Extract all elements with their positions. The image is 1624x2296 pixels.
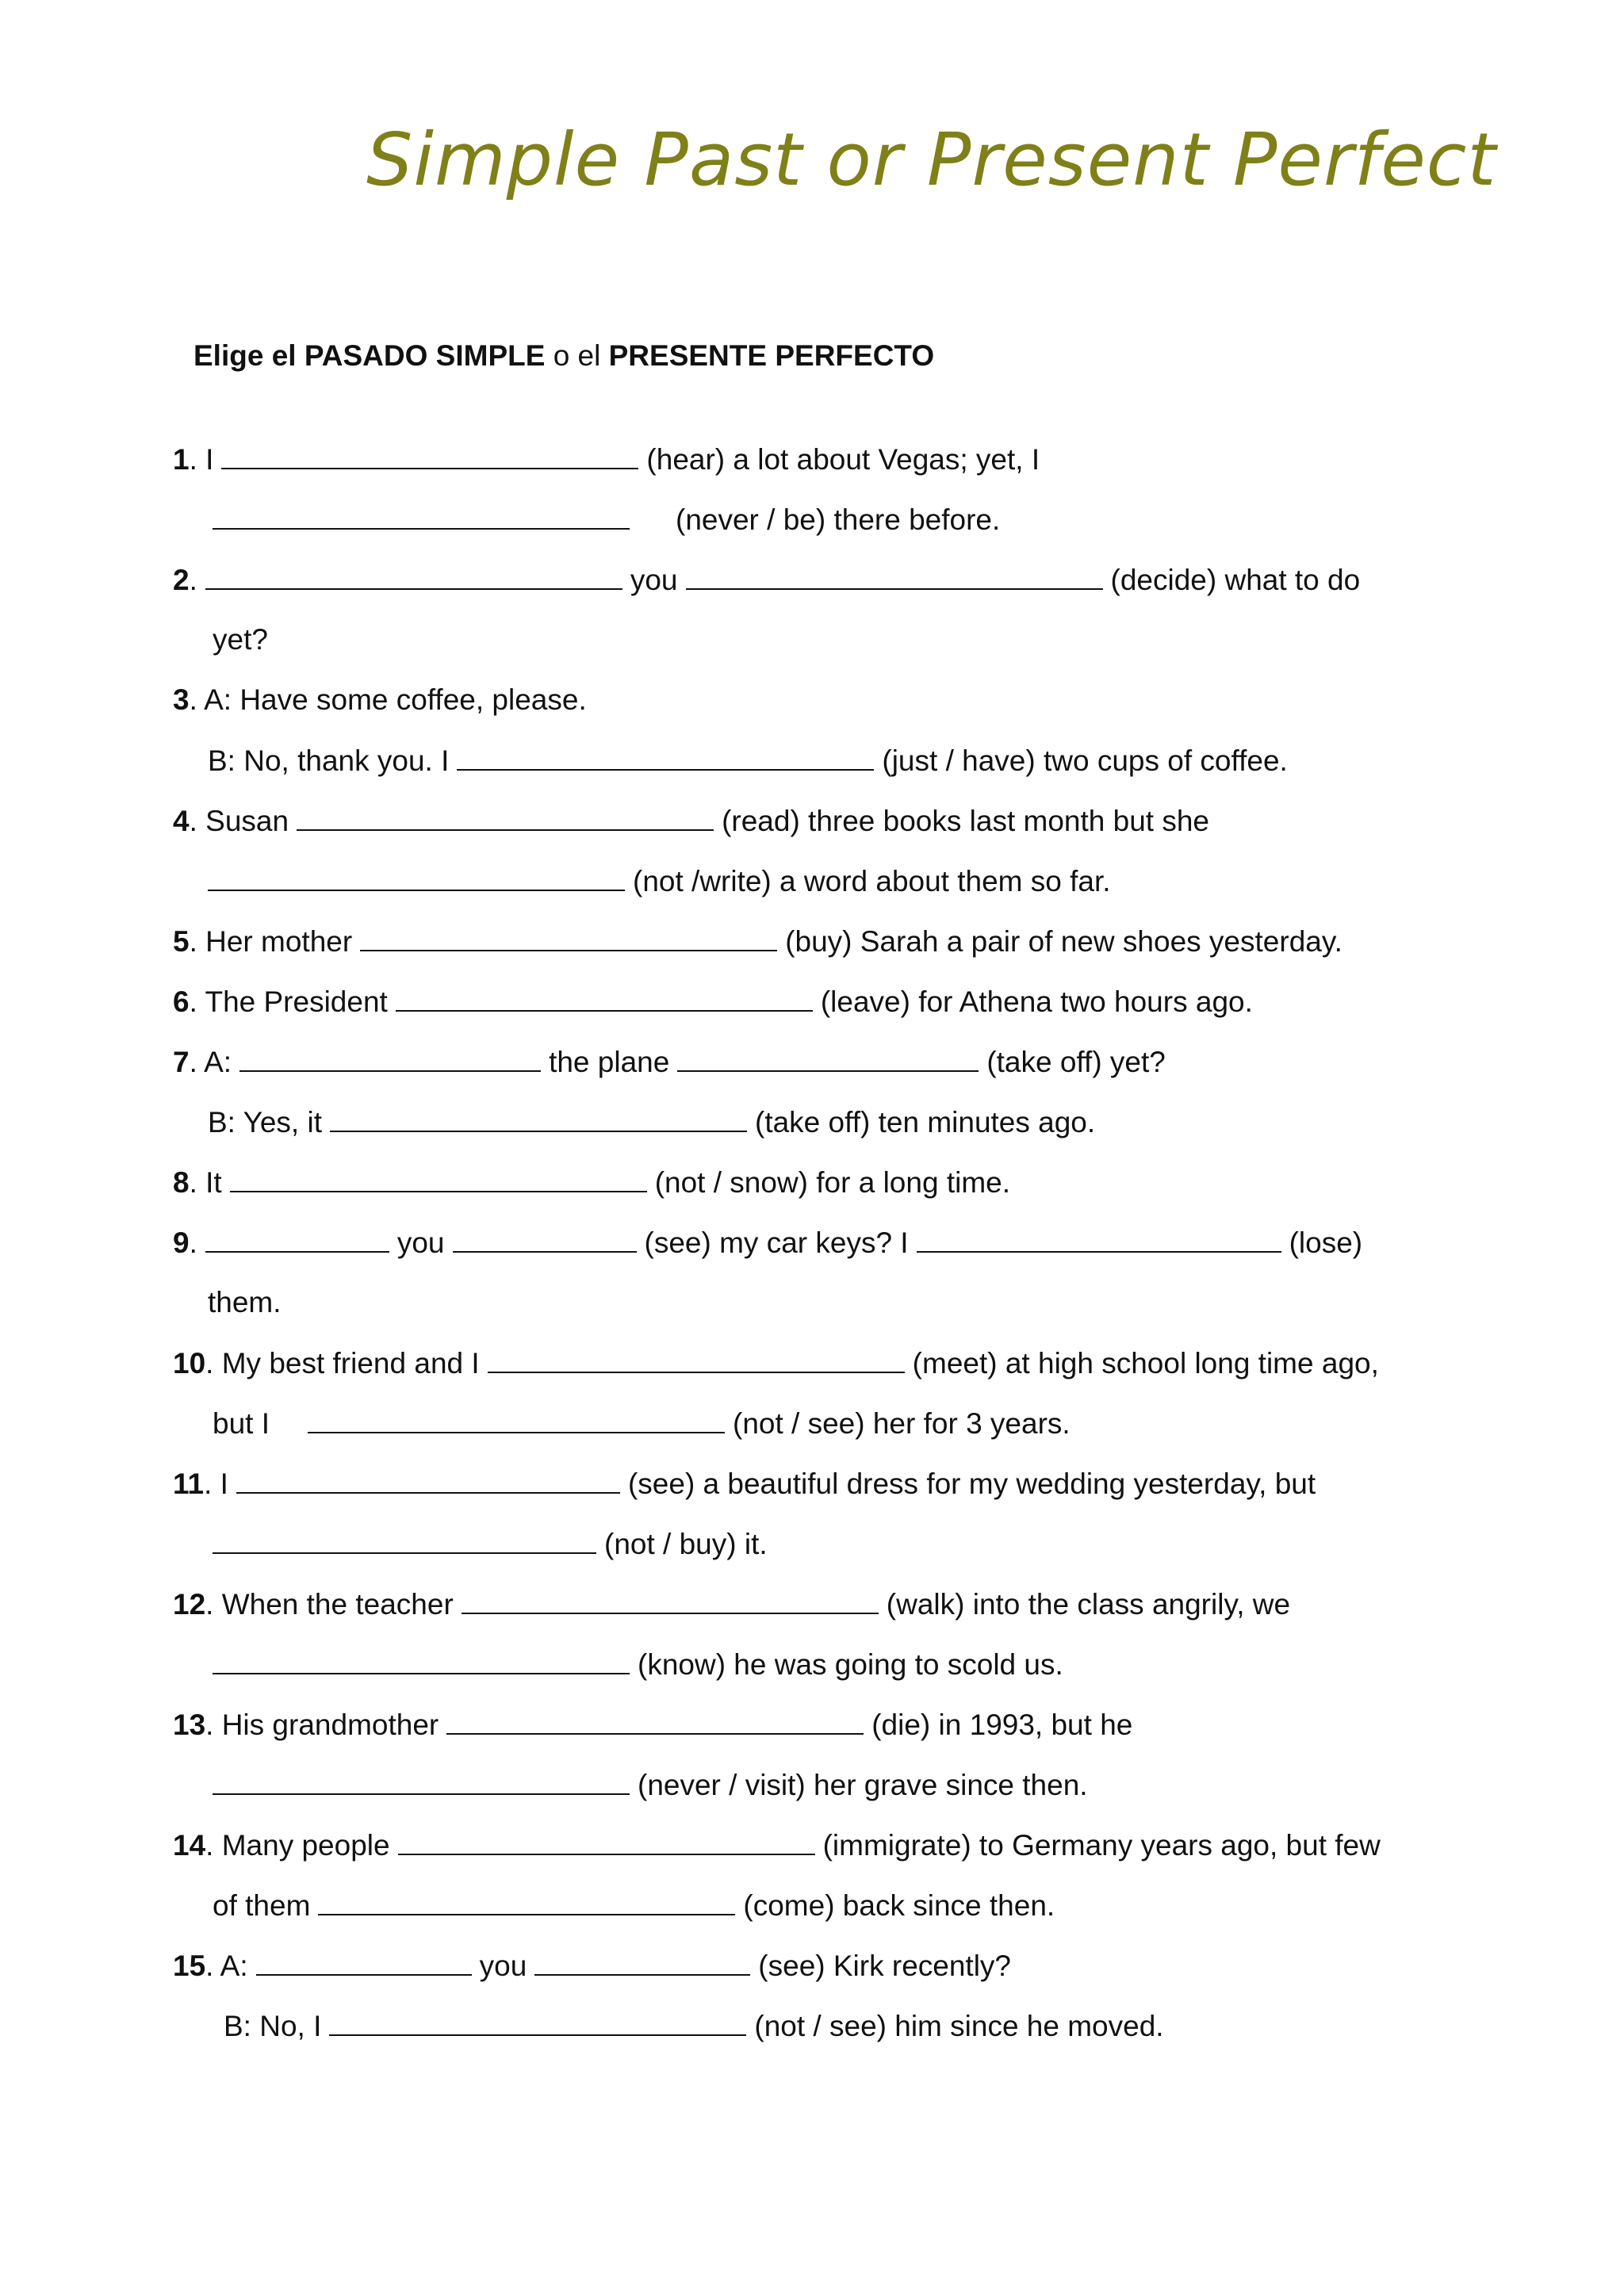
question-8	[173, 1164, 1010, 1201]
answer-blank[interactable]	[462, 1586, 879, 1614]
question-text: (just / have) two cups of coffee.	[882, 744, 1288, 777]
question-number: 9	[173, 1226, 190, 1259]
question-text: . Susan	[189, 805, 289, 837]
answer-blank[interactable]	[213, 1646, 630, 1674]
question-text: (immigrate) to Germany years ago, but few	[822, 1829, 1381, 1862]
answer-blank[interactable]	[318, 1887, 735, 1915]
question-text: .	[189, 564, 197, 596]
question-text: (take off) yet?	[986, 1046, 1166, 1078]
answer-blank[interactable]	[453, 1224, 637, 1253]
answer-blank[interactable]	[230, 1164, 647, 1192]
instructions	[193, 339, 934, 373]
answer-blank[interactable]	[256, 1947, 472, 1976]
question-text: (come) back since then.	[743, 1889, 1055, 1922]
question-3-line-2	[208, 742, 1288, 779]
question-text: (decide) what to do	[1110, 564, 1361, 596]
question-text: B: No, thank you. I	[208, 744, 450, 777]
question-12-line-2	[205, 1646, 1063, 1683]
question-number: 10	[173, 1347, 206, 1380]
question-12-line-1	[173, 1586, 1290, 1623]
instructions-bold-2: PRESENTE PERFECTO	[608, 339, 935, 372]
answer-blank[interactable]	[213, 501, 630, 530]
instructions-mid: o el	[553, 339, 601, 372]
question-7-line-2	[208, 1104, 1095, 1141]
question-number: 13	[173, 1709, 206, 1741]
question-2-line-1	[173, 561, 1360, 599]
question-10-line-1	[173, 1345, 1379, 1382]
answer-blank[interactable]	[917, 1224, 1281, 1253]
question-1-line-2	[205, 501, 1000, 538]
answer-blank[interactable]	[208, 863, 625, 891]
question-text: but I	[213, 1407, 270, 1440]
question-text: . My best friend and I	[205, 1347, 480, 1380]
question-text: (lose)	[1289, 1226, 1363, 1259]
question-number: 4	[173, 805, 190, 837]
question-text: of them	[213, 1889, 311, 1922]
question-2-line-2	[213, 622, 268, 658]
answer-blank[interactable]	[297, 802, 714, 831]
question-text: (leave) for Athena two hours ago.	[820, 985, 1253, 1018]
question-15-line-1	[173, 1947, 1011, 1984]
question-number: 14	[173, 1829, 206, 1862]
question-text: yet?	[213, 623, 268, 656]
question-text: . When the teacher	[205, 1588, 454, 1621]
question-number: 1	[173, 443, 190, 476]
question-text: (never / be) there before.	[676, 503, 1001, 536]
question-11-line-1	[173, 1465, 1316, 1502]
answer-blank[interactable]	[488, 1345, 905, 1373]
question-text: . I	[189, 443, 214, 476]
answer-blank[interactable]	[213, 1766, 630, 1795]
answer-blank[interactable]	[236, 1465, 620, 1494]
question-text: (not / snow) for a long time.	[654, 1166, 1011, 1199]
question-number: 2	[173, 564, 190, 596]
question-text: (read) three books last month but she	[722, 805, 1210, 837]
question-text: (take off) ten minutes ago.	[755, 1106, 1096, 1138]
question-text: (die) in 1993, but he	[871, 1709, 1133, 1741]
answer-blank[interactable]	[330, 1104, 747, 1132]
question-number: 8	[173, 1166, 190, 1199]
question-text: . Many people	[205, 1829, 390, 1862]
answer-blank[interactable]	[221, 441, 638, 469]
answer-blank[interactable]	[396, 983, 813, 1012]
question-text: . His grandmother	[205, 1709, 439, 1741]
answer-blank[interactable]	[205, 1224, 389, 1253]
answer-blank[interactable]	[213, 1525, 596, 1554]
instructions-bold-1: Elige el PASADO SIMPLE	[193, 339, 546, 372]
question-number: 6	[173, 985, 190, 1018]
question-text: (see) a beautiful dress for my wedding yesterday, but	[627, 1468, 1316, 1500]
question-4-line-2	[200, 863, 1111, 900]
question-10-line-2	[213, 1405, 1071, 1442]
worksheet-title: Simple Past or Present Perfect	[366, 117, 1497, 202]
question-text: you	[396, 1226, 445, 1259]
question-4-line-1	[173, 802, 1209, 840]
question-15-line-2	[224, 2007, 1164, 2045]
question-9-line-1	[173, 1224, 1362, 1261]
question-text: you	[630, 564, 678, 596]
question-14-line-1	[173, 1827, 1381, 1864]
question-text: (walk) into the class angrily, we	[886, 1588, 1291, 1621]
question-text: (see) Kirk recently?	[758, 1950, 1012, 1982]
question-11-line-2	[205, 1525, 768, 1563]
question-text: B: No, I	[224, 2010, 322, 2042]
question-3-line-1	[173, 682, 587, 718]
question-number: 15	[173, 1950, 206, 1982]
question-text: B: Yes, it	[208, 1106, 322, 1138]
question-text: .	[189, 1226, 197, 1259]
answer-blank[interactable]	[398, 1827, 815, 1855]
question-text: the plane	[549, 1046, 670, 1078]
question-number: 3	[173, 683, 190, 716]
question-text: (not /write) a word about them so far.	[633, 865, 1111, 897]
answer-blank[interactable]	[205, 561, 622, 590]
question-text: . It	[189, 1166, 222, 1199]
question-6	[173, 983, 1253, 1020]
answer-blank[interactable]	[329, 2007, 746, 2036]
question-text: . Her mother	[189, 925, 353, 958]
question-text: (hear) a lot about Vegas; yet, I	[646, 443, 1040, 476]
answer-blank[interactable]	[534, 1947, 750, 1976]
question-text: (meet) at high school long time ago,	[912, 1347, 1379, 1380]
question-text: (buy) Sarah a pair of new shoes yesterday.	[785, 925, 1342, 958]
question-5	[173, 923, 1342, 960]
question-13-line-1	[173, 1706, 1132, 1743]
question-text: . A: Have some coffee, please.	[189, 683, 587, 716]
question-text: them.	[208, 1286, 282, 1318]
answer-blank[interactable]	[239, 1043, 541, 1072]
question-text: you	[479, 1950, 527, 1982]
answer-blank[interactable]	[446, 1706, 864, 1735]
question-text: (know) he was going to scold us.	[638, 1648, 1063, 1681]
question-number: 11	[173, 1468, 205, 1500]
answer-blank[interactable]	[457, 742, 874, 771]
question-13-line-2	[205, 1766, 1088, 1804]
question-text: (not / see) him since he moved.	[754, 2010, 1164, 2042]
question-text: . A:	[205, 1950, 248, 1982]
question-number: 12	[173, 1588, 206, 1621]
question-text: (never / visit) her grave since then.	[638, 1769, 1088, 1801]
question-number: 5	[173, 925, 190, 958]
question-7-line-1	[173, 1043, 1166, 1081]
question-9-line-2	[208, 1284, 282, 1321]
answer-blank[interactable]	[360, 923, 777, 951]
question-text: . A:	[189, 1046, 232, 1078]
answer-blank[interactable]	[308, 1405, 725, 1433]
question-number: 7	[173, 1046, 190, 1078]
answer-blank[interactable]	[677, 1043, 979, 1072]
question-text: (not / see) her for 3 years.	[733, 1407, 1071, 1440]
question-1-line-1	[173, 441, 1040, 478]
answer-blank[interactable]	[686, 561, 1103, 590]
question-text: (see) my car keys? I	[644, 1226, 909, 1259]
question-14-line-2	[213, 1887, 1055, 1924]
question-text: . The President	[189, 985, 388, 1018]
question-text: (not / buy) it.	[604, 1528, 768, 1560]
question-text: . I	[204, 1468, 228, 1500]
